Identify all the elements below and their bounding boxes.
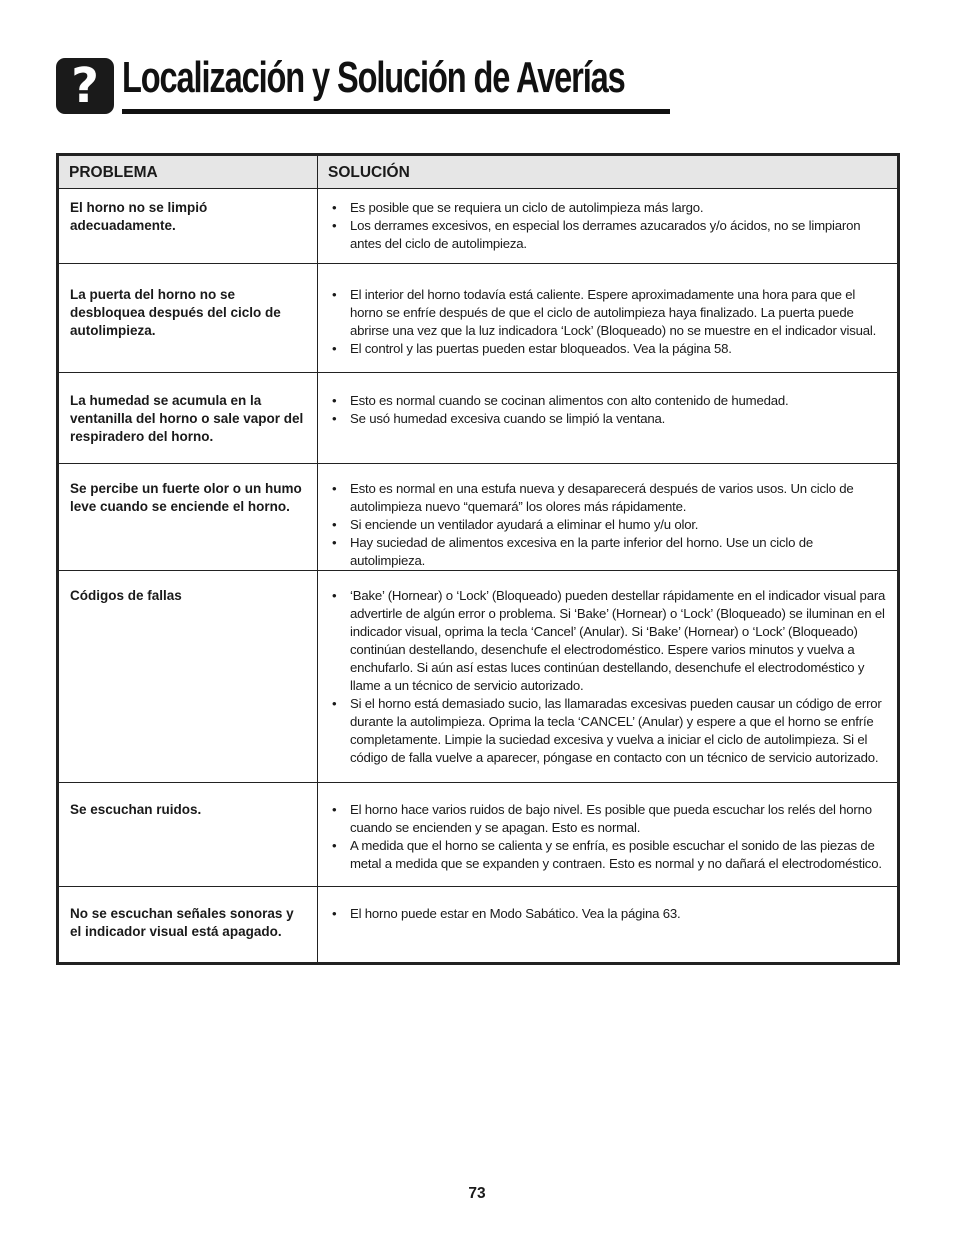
- solution-cell: [318, 264, 899, 373]
- solution-cell: [318, 887, 899, 964]
- title-underline: [122, 109, 670, 114]
- solution-item: • El horno hace varios ruidos de bajo nivel. Es posible que pueda escuchar los relés del horno cuando se encienden y se apagan. Esto es normal.: [330, 801, 889, 837]
- table-row: [58, 264, 899, 373]
- solution-item: • A medida que el horno se calienta y se enfría, es posible escuchar el sonido de las piezas de metal a medida que se expanden y contraen. Esto es normal y no dañará el electrodoméstico.: [330, 837, 889, 873]
- solution-item: • Si enciende un ventilador ayudará a eliminar el humo y/u olor.: [330, 516, 889, 534]
- solution-item: • Esto es normal cuando se cocinan alimentos con alto contenido de humedad.: [330, 392, 889, 410]
- solution-cell: [318, 783, 899, 887]
- table-header-row: [58, 155, 899, 189]
- page-number: 73: [468, 1185, 486, 1202]
- solution-cell: [318, 373, 899, 464]
- solution-item: • Los derrames excesivos, en especial los derrames azucarados y/o ácidos, no se limpiaron antes del ciclo de autolimpieza.: [330, 217, 889, 253]
- solution-list: [330, 905, 889, 923]
- solution-list: [330, 286, 889, 358]
- table-row: [58, 783, 899, 887]
- solution-item: • Se usó humedad excesiva cuando se limpió la ventana.: [330, 410, 889, 428]
- problem-cell: Se percibe un fuerte olor o un humo leve cuando se enciende el horno.: [58, 464, 318, 571]
- table-row: [58, 887, 899, 964]
- solution-list: [330, 392, 889, 428]
- problem-cell: Códigos de fallas: [58, 571, 318, 783]
- column-header-solution: SOLUCIÓN: [318, 155, 899, 189]
- problem-cell: Se escuchan ruidos.: [58, 783, 318, 887]
- solution-item: • El control y las puertas pueden estar bloqueados. Vea la página 58.: [330, 340, 889, 358]
- solution-item: • El horno puede estar en Modo Sabático. Vea la página 63.: [330, 905, 889, 923]
- question-mark-icon: [56, 58, 114, 114]
- table-row: [58, 571, 899, 783]
- solution-list: [330, 199, 889, 253]
- solution-item: • Esto es normal en una estufa nueva y desaparecerá después de varios usos. Un ciclo de autolimpieza nuevo “quemará” los olores más rápidamente.: [330, 480, 889, 516]
- column-header-problem: PROBLEMA: [58, 155, 318, 189]
- problem-cell: La puerta del horno no se desbloquea después del ciclo de autolimpieza.: [58, 264, 318, 373]
- question-mark-glyph: ?: [71, 58, 99, 114]
- problem-cell: La humedad se acumula en la ventanilla del horno o sale vapor del respiradero del horno.: [58, 373, 318, 464]
- troubleshooting-table: [56, 153, 900, 965]
- problem-cell: No se escuchan señales sonoras y el indicador visual está apagado.: [58, 887, 318, 964]
- table-row: [58, 373, 899, 464]
- solution-item: • El interior del horno todavía está caliente. Espere aproximadamente una hora para que el horno se enfríe después de que el ciclo de autolimpieza haya finalizado. La puerta puede abrirse una vez que la luz indicadora ‘Lock’ (Bloqueado) no se muestre en el indicador visual.: [330, 286, 889, 340]
- solution-item: • ‘Bake’ (Hornear) o ‘Lock’ (Bloqueado) pueden destellar rápidamente en el indicador visual para advertirle de algún error o problema. Si ‘Bake’ (Hornear) o ‘Lock’ (Bloqueado) se iluminan en el indicador visual, oprima la tecla ‘Cancel’ (Anular). Si ‘Bake’ (Hornear) o ‘Lock’ (Bloqueado) continúan destellando, desenchufe el electrodoméstico. Espere varios minutos y vuelva a enchufarlo. Si aún así estas luces continúan destellando, desenchufe el electrodoméstico y llame a un técnico de servicio autorizado.: [330, 587, 889, 695]
- table-row: [58, 464, 899, 571]
- solution-list: [330, 480, 889, 570]
- solution-list: [330, 801, 889, 873]
- solution-list: [330, 587, 889, 767]
- solution-cell: [318, 571, 899, 783]
- solution-cell: [318, 464, 899, 571]
- problem-cell: El horno no se limpió adecuadamente.: [58, 189, 318, 264]
- solution-item: • Es posible que se requiera un ciclo de autolimpieza más largo.: [330, 199, 889, 217]
- page-title: Localización y Solución de Averías: [122, 53, 625, 102]
- solution-cell: [318, 189, 899, 264]
- solution-item: • Hay suciedad de alimentos excesiva en la parte inferior del horno. Use un ciclo de autolimpieza.: [330, 534, 889, 570]
- table-row: [58, 189, 899, 264]
- solution-item: • Si el horno está demasiado sucio, las llamaradas excesivas pueden causar un código de error durante la autolimpieza. Oprima la tecla ‘CANCEL’ (Anular) y espere a que el horno se enfríe completamente. Limpie la suciedad excesiva y vuelva a iniciar el ciclo de autolimpieza. Si el código de falla vuelve a aparecer, póngase en contacto con un técnico de servicio autorizado.: [330, 695, 889, 767]
- page-header: [56, 52, 670, 116]
